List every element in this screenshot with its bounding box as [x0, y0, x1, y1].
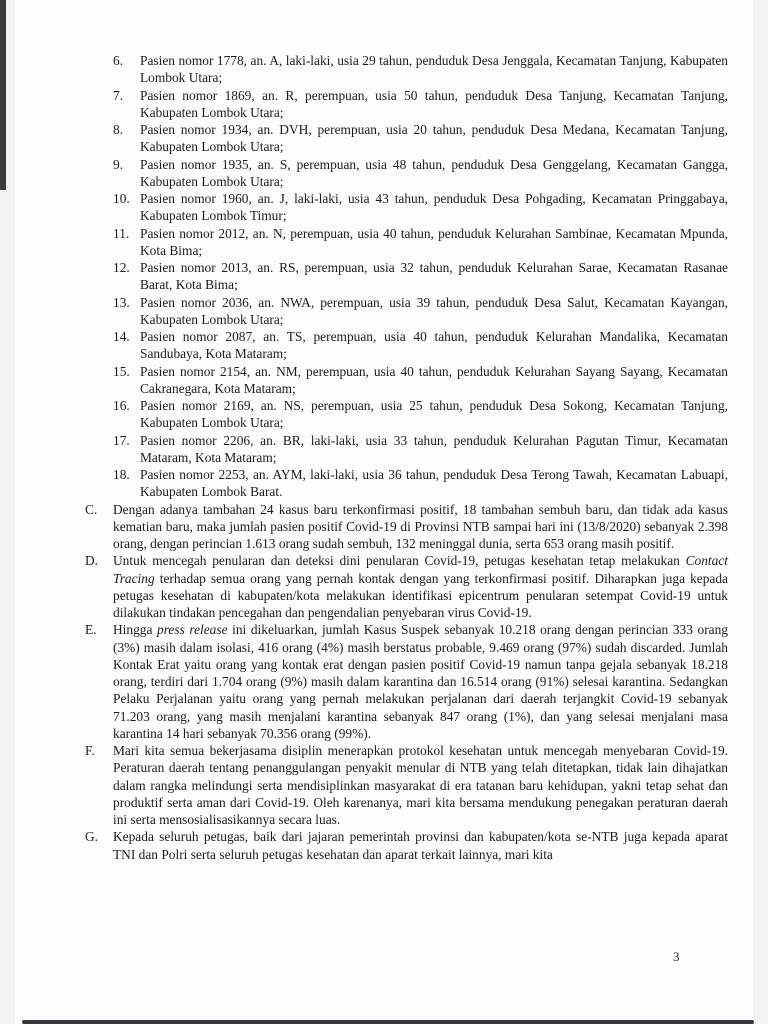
numbered-item [85, 225, 728, 260]
paragraph-marker: E. [85, 622, 97, 638]
numbered-item [85, 294, 728, 329]
numbered-item [85, 190, 728, 225]
lettered-paragraph [85, 552, 728, 621]
item-marker: 17. [113, 432, 130, 448]
numbered-item [85, 121, 728, 156]
item-text: Pasien nomor 2087, an. TS, perempuan, usia 40 tahun, penduduk Kelurahan Mandalika, Kecamatan Sandubaya, Kota Mataram; [140, 329, 728, 362]
item-text: Pasien nomor 1960, an. J, laki-laki, usia 43 tahun, penduduk Desa Pohgading, Kecamatan Pringgabaya, Kabupaten Lombok Timur; [140, 191, 728, 224]
item-text: Pasien nomor 2154, an. NM, perempuan, usia 40 tahun, penduduk Kelurahan Sayang Sayang, Kecamatan Cakranegara, Kota Mataram; [140, 363, 728, 396]
item-marker: 8. [113, 122, 124, 137]
item-text: Pasien nomor 1869, an. R, perempuan, usia 50 tahun, penduduk Desa Tanjung, Kecamatan Tanjung, Kabupaten Lombok Utara; [140, 87, 728, 120]
item-marker: 18. [113, 467, 130, 482]
item-text: Pasien nomor 2253, an. AYM, laki-laki, usia 36 tahun, penduduk Desa Terong Tawah, Kecamatan Labuapi, Kabupaten Lombok Barat. [140, 467, 728, 500]
patient-list [85, 52, 728, 501]
item-text: Pasien nomor 2036, an. NWA, perempuan, usia 39 tahun, penduduk Desa Salut, Kecamatan Kayangan, Kabupaten Lombok Utara; [140, 294, 728, 327]
lettered-paragraph [85, 501, 728, 553]
item-text: Pasien nomor 2013, an. RS, perempuan, usia 32 tahun, penduduk Kelurahan Sarae, Kecamatan Rasanae Barat, Kota Bima; [140, 260, 728, 293]
photo-edge-bottom [22, 1020, 754, 1024]
numbered-item [85, 87, 728, 122]
paragraph-text: Hingga press release ini dikeluarkan, jumlah Kasus Suspek sebanyak 10.218 orang dengan perincian 333 orang (3%) masih dalam isolasi, 416 orang (4%) masih berstatus probable, 9.469 orang (97%) sudah discarded. Jumlah Kontak Erat yaitu orang yang kontak erat dengan pasien positif Covid-19 namun tanpa gejala sebanyak 18.218 orang, terdiri dari 1.704 orang (9%) masih dalam karantina dan 16.514 orang (91%) selesai karantina. Sedangkan Pelaku Perjalanan yaitu orang yang pernah melakukan perjalanan dari daerah terjangkit Covid-19 sebanyak 71.203 orang, yang masih menjalani karantina sebanyak 847 orang (1%), dan yang selesai menjalani masa karantina 14 hari sebanyak 70.356 orang (99%). [113, 622, 728, 741]
page-number: 3 [673, 949, 680, 964]
numbered-item [85, 363, 728, 398]
item-text: Pasien nomor 2169, an. NS, perempuan, usia 25 tahun, penduduk Desa Sokong, Kecamatan Tanjung, Kabupaten Lombok Utara; [140, 398, 728, 431]
paragraph-text: Kepada seluruh petugas, baik dari jajaran pemerintah provinsi dan kabupaten/kota se-NTB juga kepada aparat TNI dan Polri serta seluruh petugas kesehatan dan aparat terkait lainnya, mari kita [113, 829, 728, 862]
item-marker: 14. [113, 329, 130, 344]
item-marker: 13. [113, 294, 130, 310]
item-marker: 7. [113, 87, 124, 103]
numbered-item [85, 397, 728, 432]
numbered-item [85, 466, 728, 501]
item-text: Pasien nomor 1934, an. DVH, perempuan, usia 20 tahun, penduduk Desa Medana, Kecamatan Tanjung, Kabupaten Lombok Utara; [140, 122, 728, 155]
lettered-paragraph [85, 828, 728, 863]
item-marker: 16. [113, 398, 130, 413]
document-page [15, 0, 753, 1024]
photo-edge-left [0, 0, 6, 190]
numbered-item [85, 259, 728, 294]
item-text: Pasien nomor 1778, an. A, laki-laki, usia 29 tahun, penduduk Desa Jenggala, Kecamatan Tanjung, Kabupaten Lombok Utara; [140, 53, 728, 86]
paragraph-text: Mari kita semua bekerjasama disiplin menerapkan protokol kesehatan untuk mencegah menyebaran Covid-19. Peraturan daerah tentang penanggulangan penyakit menular di NTB yang telah ditetapkan, tidak lain dihajatkan dalam rangka melindungi serta mendisiplinkan masyarakat di era tatanan baru kehidupan, yakni tetap sehat dan produktif serta aman dari Covid-19. Oleh karenanya, mari kita bersama mendukung penegakan peraturan daerah ini serta mensosialisasikannya secara luas. [113, 743, 728, 827]
document-body [85, 52, 728, 863]
numbered-item [85, 328, 728, 363]
paragraph-marker: C. [85, 501, 98, 517]
numbered-item [85, 156, 728, 191]
item-marker: 9. [113, 156, 124, 172]
numbered-item [85, 432, 728, 467]
lettered-paragraphs [85, 501, 728, 863]
item-text: Pasien nomor 2206, an. BR, laki-laki, usia 33 tahun, penduduk Kelurahan Pagutan Timur, Kecamatan Mataram, Kota Mataram; [140, 432, 728, 465]
item-marker: 6. [113, 53, 124, 68]
item-marker: 10. [113, 191, 130, 206]
paragraph-marker: G. [85, 829, 99, 845]
item-text: Pasien nomor 2012, an. N, perempuan, usia 40 tahun, penduduk Kelurahan Sambinae, Kecamatan Mpunda, Kota Bima; [140, 225, 728, 258]
paragraph-marker: F. [85, 743, 95, 758]
item-marker: 15. [113, 363, 130, 379]
paragraph-text: Dengan adanya tambahan 24 kasus baru terkonfirmasi positif, 18 tambahan sembuh baru, dan tidak ada kasus kematian baru, maka jumlah pasien positif Covid-19 di Provinsi NTB sampai hari ini (13/8/2020) sebanyak 2.398 orang, dengan perincian 1.613 orang sudah sembuh, 132 meninggal dunia, serta 653 orang masih positif. [113, 501, 728, 551]
lettered-paragraph [85, 742, 728, 828]
item-marker: 12. [113, 260, 130, 275]
lettered-paragraph [85, 621, 728, 742]
item-text: Pasien nomor 1935, an. S, perempuan, usia 48 tahun, penduduk Desa Genggelang, Kecamatan Gangga, Kabupaten Lombok Utara; [140, 156, 728, 189]
numbered-item [85, 52, 728, 87]
paragraph-text: Untuk mencegah penularan dan deteksi dini penularan Covid-19, petugas kesehatan tetap melakukan Contact Tracing terhadap semua orang yang pernah kontak dengan yang terkonfirmasi positif. Diharapkan juga kepada petugas kesehatan di kabupaten/kota melakukan identifikasi epicentrum penularan setempat Covid-19 untuk dilakukan tindakan pencegahan dan pengendalian penyebaran virus Covid-19. [113, 553, 728, 620]
paragraph-marker: D. [85, 553, 99, 569]
item-marker: 11. [113, 225, 130, 241]
